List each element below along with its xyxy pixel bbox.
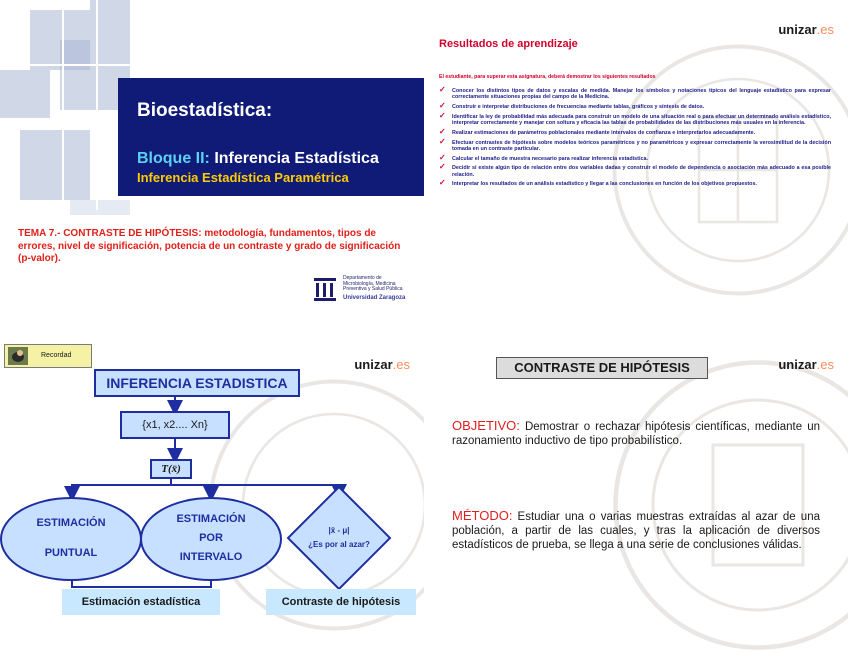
statistic-box: T(x̄) [150,459,192,479]
outcomes-list [439,85,831,191]
university-crest-icon [312,276,338,304]
ellipse-label: POR [199,532,223,544]
connector-line [72,581,211,587]
decor-line [62,0,64,210]
hypothesis-test-label: Contraste de hipótesis [266,589,416,615]
block-prefix: Bloque II: [137,150,210,167]
intro-text: El estudiante, para superar esta asignatura, deberá demostrar los siguientes resultados [439,74,656,80]
list-item-text: Conocer los distintos tipos de datos y escalas de medida. Manejar los símbolos y notaciones típicos del lenguaje estadístico para expresar correctamente situaciones propias del campo de la Medicina. [452,88,831,101]
list-item [439,110,831,126]
checkmark-icon: ✓ [439,152,446,162]
department-line: Microbiología, Medicina [343,280,396,287]
method-paragraph [452,509,820,552]
university-name: Universidad Zaragoza [343,295,406,301]
brand-logo [778,357,834,372]
slide-title [0,0,424,320]
list-item-text: Decidir si existe algún tipo de relación entre dos variables dadas y construir el modelo de dependencia o asociación más adecuado a esa posible relación. [452,165,831,178]
topic-description [18,228,408,266]
list-item-text: Calcular el tamaño de muestra necesario para realizar inferencia estadística. [452,155,648,162]
list-item-text: Efectuar contrastes de hipótesis sobre modelos teóricos paramétricos y no paramétricos y expresar correctamente la verosimilitud de la decisión tomada en un contraste particular. [452,139,831,152]
slide-heading: CONTRASTE DE HIPÓTESIS [496,357,708,379]
brand-name: unizar [354,357,393,372]
list-item-text: Interpretar los resultados de un análisis estadístico y llegar a las conclusiones en función de los objetivos propuestos. [452,181,757,188]
ellipse-label: ESTIMACIÓN [36,517,106,529]
point-estimation-ellipse [0,497,142,581]
list-item [439,152,831,162]
topic-label: TEMA 7.- [18,228,61,239]
checkmark-icon: ✓ [439,126,446,136]
slide-flowchart [0,335,424,655]
objective-paragraph [452,419,820,448]
brand-suffix: .es [392,357,410,372]
brand-suffix: .es [816,357,834,372]
statistical-estimation-label: Estimación estadística [62,589,220,615]
list-item [439,136,831,152]
topic-text: CONTRASTE DE HIPÓTESIS: metodología, fundamentos, tipos de errores, nivel de significación, potencia de un contraste y grado de significación (p-valor). [18,228,401,264]
decor-line [96,0,98,210]
block-subtitle: Inferencia Estadística Paramétrica [137,170,349,185]
decor-square [0,70,50,120]
list-item [439,162,831,178]
list-item [439,126,831,136]
list-item-text: Identificar la ley de probabilidad más adecuada para construir un modelo de una situación real o para efectuar un determinado análisis estadístico, interpretar correctamente y manejar con soltura y eficacia las tablas de probabilidades de las distribuciones más usuales en la inferencia. [452,113,831,126]
department-line: Departamento de [343,275,382,281]
recordad-text: Recordad [41,352,72,359]
ellipse-label: ESTIMACIÓN [176,513,246,525]
slide-heading: Resultados de aprendizaje [439,38,578,50]
list-item [439,178,831,188]
block-name: Inferencia Estadística [209,150,379,167]
block-title [137,150,379,168]
diamond-label: ¿Es por al azar? [308,540,370,549]
decision-diamond [284,483,394,593]
connector-line [72,479,171,494]
list-item-text: Construir e interpretar distribuciones de frecuencias mediante tablas, gráficos y síntesis de datos. [452,104,705,110]
method-label: MÉTODO: [452,508,513,523]
brand-suffix: .es [816,22,834,37]
list-item [439,85,831,101]
diamond-label: |x̄ - μ| [328,526,350,535]
ellipse-label: PUNTUAL [44,547,98,559]
checkmark-icon: ✓ [439,162,446,172]
ellipse-label: INTERVALO [179,551,243,563]
decor-line [0,118,118,120]
checkmark-icon: ✓ [439,136,446,146]
objective-text: Demostrar o rechazar hipótesis científicas, mediante un razonamiento inductivo de tipo probabilístico. [452,421,820,447]
department-name [343,276,402,293]
checkmark-icon: ✓ [439,101,446,110]
department-line: Preventiva y Salud Pública [343,286,403,293]
checkmark-icon: ✓ [439,178,446,188]
checkmark-icon: ✓ [439,110,446,120]
list-item-text: Realizar estimaciones de parámetros poblacionales mediante intervalos de confianza e interpretarlos adecuadamente. [452,129,756,136]
university-seal-watermark [608,355,848,655]
brand-name: unizar [778,357,817,372]
inference-box: INFERENCIA ESTADISTICA [94,369,300,397]
checkmark-icon: ✓ [439,85,446,94]
method-text: Estudiar una o varias muestras extraídas al azar de una población, a partir de las cuales, y tras la aplicación de diversos estadísticos de prueba, se llega a una serie de conclusiones válidas. [452,511,820,551]
decor-square [20,130,90,200]
course-title: Bioestadística: [137,100,273,121]
brand-logo [778,22,834,37]
list-item [439,101,831,110]
interval-estimation-ellipse [140,497,282,581]
connector-line [171,479,211,494]
sample-box: {x1, x2.... Xn} [120,411,230,439]
slide-hypothesis-test [424,335,848,655]
objective-label: OBJETIVO: [452,418,520,433]
decor-line [0,64,140,66]
slide-learning-outcomes [424,0,848,320]
brand-name: unizar [778,22,817,37]
